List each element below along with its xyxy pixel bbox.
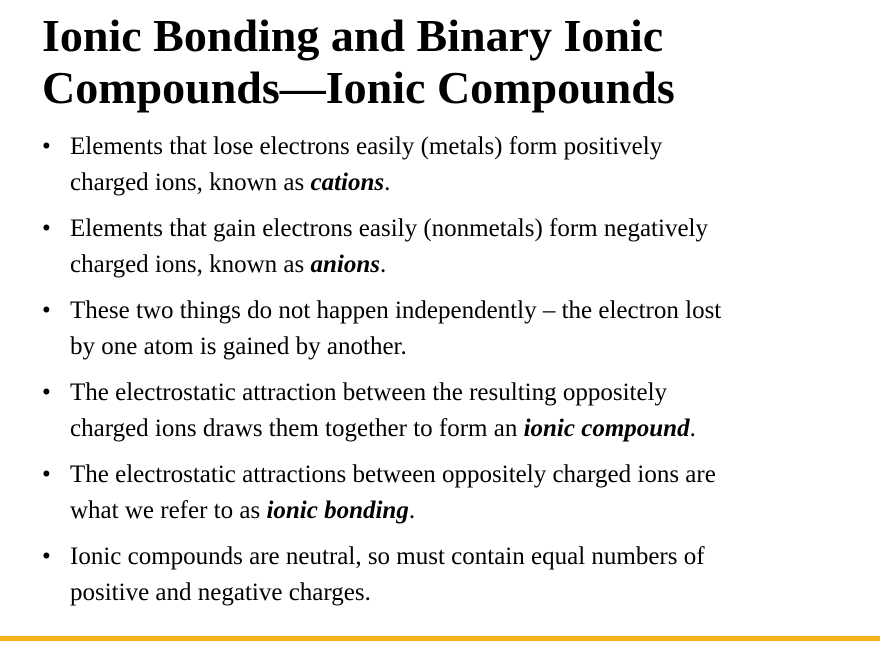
bullet-item-ionic-bonding: [42, 457, 872, 529]
bullet-dot-icon: •: [42, 297, 51, 324]
bullet-line: [70, 493, 872, 529]
bullet-line: Ionic compounds are neutral, so must contain equal numbers of: [70, 543, 705, 570]
slide-title-line-2: Compounds—Ionic Compounds: [42, 62, 675, 113]
bullet-text: what we refer to as: [70, 497, 267, 524]
key-term-cations: cations: [310, 169, 385, 196]
bullet-line: Elements that gain electrons easily (nonmetals) form negatively: [70, 215, 708, 242]
slide-title-line-1: Ionic Bonding and Binary Ionic: [42, 10, 664, 61]
bullet-item-ionic-compound: [42, 375, 872, 447]
bullet-item-neutral-compounds: [42, 539, 872, 611]
bullet-line: [70, 165, 872, 201]
bullet-list: [42, 129, 872, 621]
bullet-line: [70, 247, 872, 283]
bullet-item-electron-transfer: [42, 293, 872, 365]
bullet-dot-icon: •: [42, 543, 51, 570]
bullet-punctuation: .: [689, 415, 696, 442]
key-term-anions: anions: [310, 251, 380, 278]
bullet-line: [70, 411, 872, 447]
bullet-line: by one atom is gained by another.: [70, 333, 407, 360]
bullet-punctuation: .: [379, 251, 387, 278]
bullet-line: Elements that lose electrons easily (metals) form positively: [70, 133, 663, 160]
bullet-line: The electrostatic attractions between oppositely charged ions are: [70, 461, 716, 488]
bullet-dot-icon: •: [42, 133, 51, 160]
bullet-text: charged ions draws them together to form an: [70, 415, 524, 442]
bullet-text: charged ions, known as: [70, 251, 311, 278]
key-term-ionic-compound: ionic compound: [523, 415, 690, 442]
bullet-dot-icon: •: [42, 461, 51, 488]
slide-title: [42, 10, 862, 114]
bullet-item-anions: [42, 211, 872, 283]
bullet-punctuation: .: [408, 497, 416, 524]
bullet-dot-icon: •: [42, 215, 51, 242]
bullet-line: The electrostatic attraction between the resulting oppositely: [70, 379, 668, 406]
bullet-line: positive and negative charges.: [70, 579, 371, 606]
bullet-dot-icon: •: [42, 379, 51, 406]
bullet-punctuation: .: [384, 169, 391, 196]
bullet-text: charged ions, known as: [70, 169, 311, 196]
bullet-line: These two things do not happen independently – the electron lost: [70, 297, 722, 324]
bullet-item-cations: [42, 129, 872, 201]
key-term-ionic-bonding: ionic bonding: [266, 497, 409, 524]
bottom-accent-rule: [0, 636, 880, 641]
